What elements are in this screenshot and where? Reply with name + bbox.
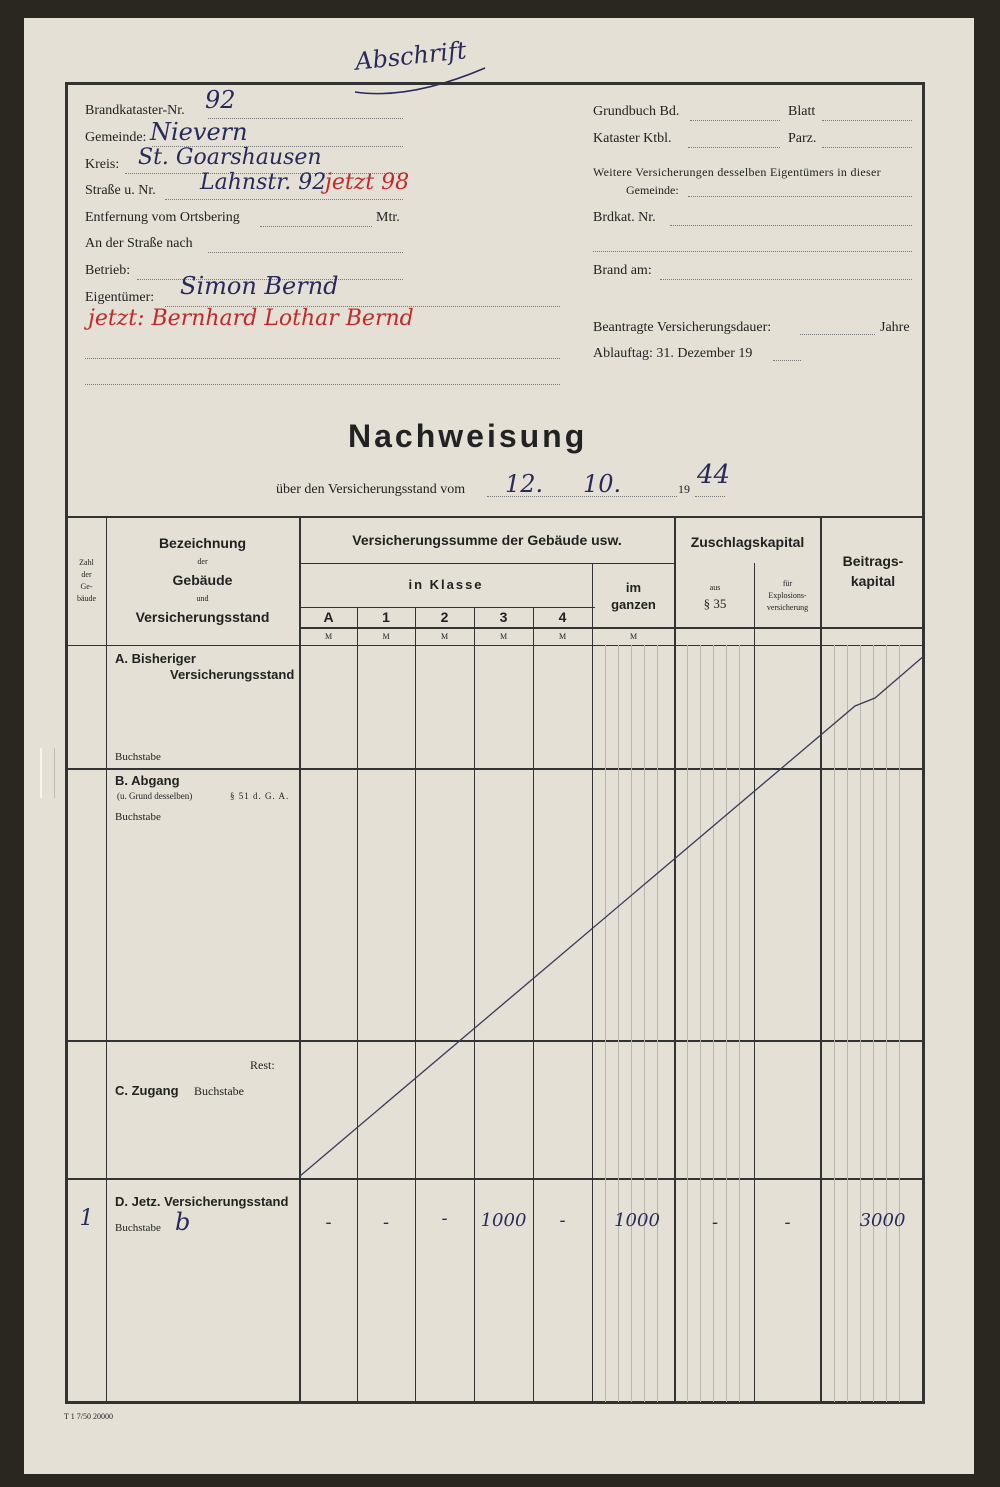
brandkataster-value: 92: [205, 86, 236, 114]
brdkat-label: Brdkat. Nr.: [593, 210, 656, 225]
gemeinde-label: Gemeinde:: [85, 130, 147, 145]
col-vsumme: Versicherungssumme der Gebäude usw.: [352, 532, 622, 548]
col-zahl-2: der: [81, 570, 92, 579]
col-in-klasse: in Klasse: [408, 577, 484, 592]
eigentuemer-label: Eigentümer:: [85, 290, 155, 305]
unit-ganzen: M: [629, 632, 638, 641]
im-ganzen-2: ganzen: [611, 597, 656, 612]
row-d-k1: -: [382, 1212, 390, 1233]
unit-4: M: [558, 632, 567, 641]
unit-1: M: [382, 632, 390, 641]
unit-3: M: [499, 632, 508, 641]
gemeinde-value: Nievern: [150, 118, 248, 146]
section-d-buchstabe: Buchstabe: [115, 1222, 161, 1234]
year-suffix: 44: [697, 460, 731, 490]
kreis-value: St. Goarshausen: [138, 145, 322, 170]
section-a-buchstabe: Buchstabe: [115, 751, 161, 763]
im-ganzen-1: im: [625, 580, 642, 595]
row-d-k2: -: [441, 1208, 448, 1229]
row-d-aus35: -: [711, 1212, 719, 1233]
parz-label: Parz.: [788, 131, 817, 146]
section-b-ref: § 51 d. G. A.: [230, 791, 290, 801]
ablauftag-label: Ablauftag: 31. Dezember 19: [593, 346, 753, 361]
an-der-strasse-label: An der Straße nach: [85, 236, 193, 251]
col-bez-3: Gebäude: [172, 572, 233, 588]
klasse-2: 2: [440, 609, 449, 625]
row-d-k4: -: [559, 1210, 566, 1231]
strasse-value-new: jetzt 98: [325, 170, 410, 195]
subtitle-prefix: über den Versicherungsstand vom: [276, 482, 466, 497]
section-a-sub: Versicherungsstand: [170, 667, 295, 682]
row-d-buchstabe: b: [175, 1208, 191, 1236]
entfernung-unit: Mtr.: [376, 210, 400, 225]
eigentuemer-value: Simon Bernd: [180, 272, 339, 300]
row-d-beitrag: 3000: [859, 1210, 906, 1231]
unit-2: M: [440, 632, 449, 641]
col-fuer-1: für: [782, 579, 793, 588]
kataster-label: Kataster Ktbl.: [593, 131, 672, 146]
section-a-title: A. Bisheriger: [115, 651, 196, 666]
row-d-zahl: 1: [79, 1206, 94, 1231]
stamp-abschrift: Abschrift: [353, 36, 468, 76]
section-b-buchstabe: Buchstabe: [115, 811, 161, 823]
page-title: Nachweisung: [348, 418, 588, 454]
brandkataster-label: Brandkataster-Nr.: [85, 103, 185, 118]
col-zahl-3: Ge-: [80, 582, 93, 591]
eigentuemer-value-new: jetzt: Bernhard Lothar Bernd: [88, 306, 414, 331]
weitere-line2: Gemeinde:: [626, 183, 679, 197]
strasse-label: Straße u. Nr.: [85, 183, 156, 198]
dauer-label: Beantragte Versicherungsdauer:: [593, 320, 772, 335]
staple-mark: [40, 748, 55, 798]
col-par35: § 35: [703, 596, 727, 611]
klasse-a: A: [323, 609, 334, 625]
klasse-4: 4: [558, 609, 567, 625]
col-bez-5: Versicherungsstand: [135, 609, 270, 625]
row-d-k3: 1000: [480, 1210, 527, 1231]
col-aus: aus: [709, 583, 721, 592]
section-b-sub: (u. Grund desselben): [117, 791, 193, 801]
weitere-line1: Weitere Versicherungen desselben Eigentümers in dieser: [593, 165, 881, 179]
grundbuch-label: Grundbuch Bd.: [593, 104, 680, 119]
year-prefix: 19: [678, 482, 690, 496]
klasse-3: 3: [499, 609, 508, 625]
entfernung-label: Entfernung vom Ortsbering: [85, 210, 240, 225]
section-c-buchstabe: Buchstabe: [194, 1084, 244, 1098]
col-beitrag-2: kapital: [850, 573, 896, 589]
date-month: 10.: [583, 470, 622, 498]
section-d-title: D. Jetz. Versicherungsstand: [115, 1194, 289, 1209]
col-zuschlag: Zuschlagskapital: [690, 534, 805, 550]
unit-a: M: [324, 632, 333, 641]
section-b-title: B. Abgang: [115, 773, 180, 788]
row-d-a: -: [325, 1212, 332, 1233]
section-rest: Rest:: [250, 1058, 275, 1072]
section-c-title: C. Zugang: [115, 1083, 179, 1098]
date-day: 12.: [505, 470, 544, 498]
row-d-im-ganzen: 1000: [614, 1210, 660, 1231]
blatt-label: Blatt: [788, 104, 816, 119]
dauer-unit: Jahre: [880, 320, 910, 335]
col-zahl-4: bäude: [76, 594, 97, 603]
footer-code: T 1 7/50 20000: [64, 1412, 113, 1421]
strasse-value: Lahnstr. 92: [200, 170, 327, 195]
klasse-1: 1: [382, 609, 390, 625]
col-fuer-2: Explosions-: [768, 591, 807, 600]
col-fuer-3: versicherung: [766, 603, 809, 612]
col-bez-2: der: [197, 557, 208, 566]
col-zahl-1: Zahl: [79, 558, 94, 567]
betrieb-label: Betrieb:: [85, 263, 131, 278]
kreis-label: Kreis:: [85, 157, 120, 172]
col-bez-4: und: [196, 594, 209, 603]
row-d-explosion: -: [784, 1212, 791, 1233]
col-beitrag-1: Beitrags-: [842, 553, 904, 569]
col-bez-1: Bezeichnung: [158, 535, 247, 551]
brand-am-label: Brand am:: [593, 263, 652, 278]
